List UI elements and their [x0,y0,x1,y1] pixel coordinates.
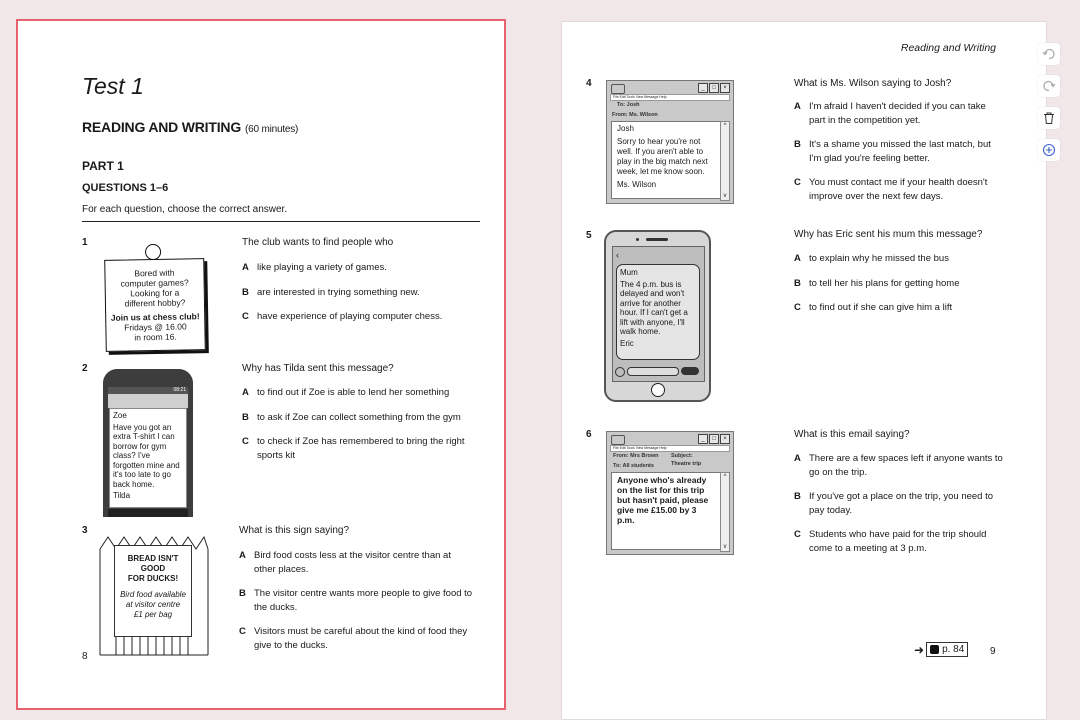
question-number: 4 [586,78,592,89]
option-text: Bird food costs less at the visitor centre than at other places. [254,550,451,575]
option-letter: A [794,253,801,264]
email-window-illustration [606,80,734,204]
option-text: like playing a variety of games. [257,262,387,273]
questions-range: QUESTIONS 1–6 [82,182,169,194]
envelope-icon [611,84,625,94]
home-button [651,383,665,397]
email-menubar: File Edit Tools View Message Help [610,445,730,452]
redo-icon [1042,79,1056,93]
notice-line: in room 16. [134,331,177,343]
arrow-right-icon: ➜ [914,642,925,657]
option-text: You must contact me if your health doesn't improve over the next few days. [809,177,988,202]
option-letter: B [239,588,246,599]
email-subject: Theatre trip [671,461,702,467]
section-title [82,119,298,135]
chess-club-notice [104,258,206,352]
option-a[interactable] [794,100,999,127]
side-toolbar [1038,43,1062,171]
sign-heading: BREAD ISN'T [127,554,179,563]
option-text: I'm afraid I haven't decided if you can take part in the competition yet. [809,101,986,126]
cross-ref-box[interactable] [926,642,968,657]
email-text: Anyone who's already on the list for this trip but hasn't paid, please give me £15.00 by 3 p.m. [617,475,709,525]
email-to: To: Josh [617,102,640,108]
chevron-up-icon: ^ [723,123,727,129]
option-text: are interested in trying something new. [257,286,420,298]
email-body [611,472,721,550]
question-prompt: Why has Tilda sent this message? [242,363,394,374]
option-b[interactable] [794,490,1004,517]
email-to: To: All students [613,463,654,469]
question-number: 5 [586,230,592,241]
camera-button-icon [615,367,625,377]
option-letter: C [242,436,249,447]
options-list [794,252,999,315]
sign-heading: FOR DUCKS! [127,574,179,583]
email-signature: Ms. Wilson [617,180,657,189]
option-b[interactable] [794,138,999,165]
question-number: 1 [82,237,88,248]
add-button[interactable] [1038,139,1060,161]
message-signature: Eric [620,338,634,348]
minimize-icon: _ [698,434,708,444]
phone-message-illustration [103,369,193,517]
maximize-icon: □ [709,434,719,444]
option-text: to tell her his plans for getting home [809,277,960,289]
option-c[interactable] [242,310,482,324]
email-from: From: Mrs Brown [613,453,659,459]
option-letter: A [794,453,801,464]
chevron-up-icon: ^ [723,474,727,480]
email-window-illustration [606,431,734,555]
cross-reference [914,642,968,657]
page-9[interactable] [561,21,1047,720]
option-letter: C [794,177,801,188]
option-letter: B [794,139,801,150]
back-arrow-icon: ‹ [616,250,619,260]
option-text: It's a shame you missed the last match, but I'm glad you're feeling better. [809,139,991,164]
maximize-icon: □ [709,83,719,93]
envelope-icon [611,435,625,445]
phone-screen [612,246,705,382]
undo-icon [1042,47,1056,61]
message-bubble [616,264,700,360]
option-text: to ask if Zoe can collect something from the gym [257,411,461,423]
option-a[interactable] [242,261,482,275]
duck-sign [114,545,192,637]
keyboard [108,509,188,517]
email-subject-label: Subject: [671,453,693,459]
close-icon: × [720,83,730,93]
section-title-text: READING AND WRITING [82,119,242,135]
email-menubar: File Edit Tools View Message Help [610,94,730,101]
notice-line: Looking for a [130,287,180,299]
window-buttons [698,434,730,444]
question-prompt: What is Ms. Wilson saying to Josh? [794,78,952,89]
option-c[interactable] [794,176,999,203]
option-text: Students who have paid for the trip should come to a meeting at 3 p.m. [809,529,987,554]
message-body: Have you got an extra T-shirt I can borrow for gym class? I've forgotten mine and it's too late to go back home. [113,422,180,489]
option-letter: C [239,626,246,637]
running-header: Reading and Writing [900,42,996,54]
option-letter: B [794,277,801,289]
option-text: The visitor centre wants more people to give food to the ducks. [254,588,473,613]
cross-ref-page: p. 84 [942,644,965,655]
scrollbar [720,472,730,552]
message-input [627,367,679,376]
page-8[interactable] [16,19,506,710]
option-text: to find out if she can give him a lift [809,302,953,313]
undo-button[interactable] [1038,43,1060,65]
pin-icon [145,244,161,260]
page-number: 9 [990,646,996,657]
option-c[interactable] [239,625,474,652]
option-a[interactable] [242,386,492,400]
email-text: Sorry to hear you're not well. If you aren't able to play in the big match next week, let me know soon. [617,137,708,176]
option-letter: B [242,411,249,423]
options-list [794,452,1004,555]
option-b[interactable] [794,277,999,291]
option-a[interactable] [239,549,474,576]
phone-message-illustration [604,230,711,402]
option-text: to find out if Zoe is able to lend her something [257,387,450,398]
option-text: to explain why he missed the bus [809,253,949,264]
divider [82,221,480,222]
message-to: Zoe [113,411,127,420]
notice-line: Bored with [134,267,175,279]
part-heading: PART 1 [82,159,124,173]
option-text: If you've got a place on the trip, you need to pay today. [809,491,994,516]
option-c[interactable] [794,528,1004,555]
option-letter: C [794,529,801,540]
message-signature: Tilda [113,491,131,500]
chevron-down-icon: v [723,544,727,550]
sign-heading: GOOD [140,564,166,573]
message-screen [109,408,187,508]
option-letter: A [242,262,249,273]
answer-key-icon [930,645,939,654]
option-text: to check if Zoe has remembered to bring the right sports kit [257,436,465,461]
message-to: Mum [620,268,638,277]
scrollbar [720,121,730,201]
options-list [242,386,492,462]
option-letter: A [239,550,246,561]
delete-button[interactable] [1038,107,1060,129]
sign-subtext: at visitor centre [125,600,181,609]
option-a[interactable] [794,452,1004,479]
email-from: From: Ms. Wilson [612,112,658,118]
test-title: Test 1 [82,73,144,99]
question-prompt: The club wants to find people who [242,237,394,248]
question-number: 3 [82,525,88,536]
message-body: The 4 p.m. bus is delayed and won't arrive for another hour. If I can't get a lift with anyone, I'll walk home. [620,279,688,336]
close-icon: × [720,434,730,444]
notice-bold-line: Join us at chess club! [110,311,200,323]
add-icon [1042,143,1056,157]
option-b[interactable] [242,411,492,425]
window-buttons [698,83,730,93]
question-prompt: Why has Eric sent his mum this message? [794,229,983,240]
question-prompt: What is this email saying? [794,429,910,440]
option-b[interactable] [242,286,482,300]
option-c[interactable] [794,301,999,315]
option-letter: B [794,491,801,502]
email-greeting: Josh [617,124,634,133]
notice-line: different hobby? [124,297,186,309]
phone-status-bar [108,387,188,394]
option-letter: A [242,387,249,398]
email-titlebar [609,434,731,444]
instruction: For each question, choose the correct answer. [82,204,288,215]
status-time: 08:21 [173,387,186,393]
chevron-down-icon: v [723,193,727,199]
option-text: There are a few spaces left if anyone wants to go on the trip. [809,453,1003,478]
question-number: 2 [82,363,88,374]
email-titlebar [609,83,731,93]
sign-subtext: Bird food available [120,590,186,599]
notice-line: Fridays @ 16.00 [124,321,187,333]
camera-icon [636,238,639,241]
redo-button[interactable] [1038,75,1060,97]
trash-icon [1042,111,1056,125]
option-a[interactable] [794,252,999,266]
notice-line: computer games? [120,277,189,289]
options-list [242,261,482,324]
minimize-icon: _ [698,83,708,93]
send-button [681,367,699,375]
options-list [794,100,999,203]
speaker [646,238,668,241]
option-b[interactable] [239,587,474,614]
option-letter: A [794,101,801,112]
option-c[interactable] [242,435,467,462]
question-prompt: What is this sign saying? [239,525,350,536]
question-number: 6 [586,429,592,440]
page-number: 8 [82,651,88,662]
option-letter: C [794,302,801,313]
options-list [239,549,474,652]
duration: (60 minutes) [245,124,299,135]
option-letter: B [242,286,249,298]
option-letter: C [242,311,249,322]
option-text: Visitors must be careful about the kind of food they give to the ducks. [254,626,468,651]
option-text: have experience of playing computer chess. [257,311,443,322]
email-body [611,121,721,199]
sign-subtext: £1 per bag [133,610,173,619]
screen-header [108,394,188,408]
